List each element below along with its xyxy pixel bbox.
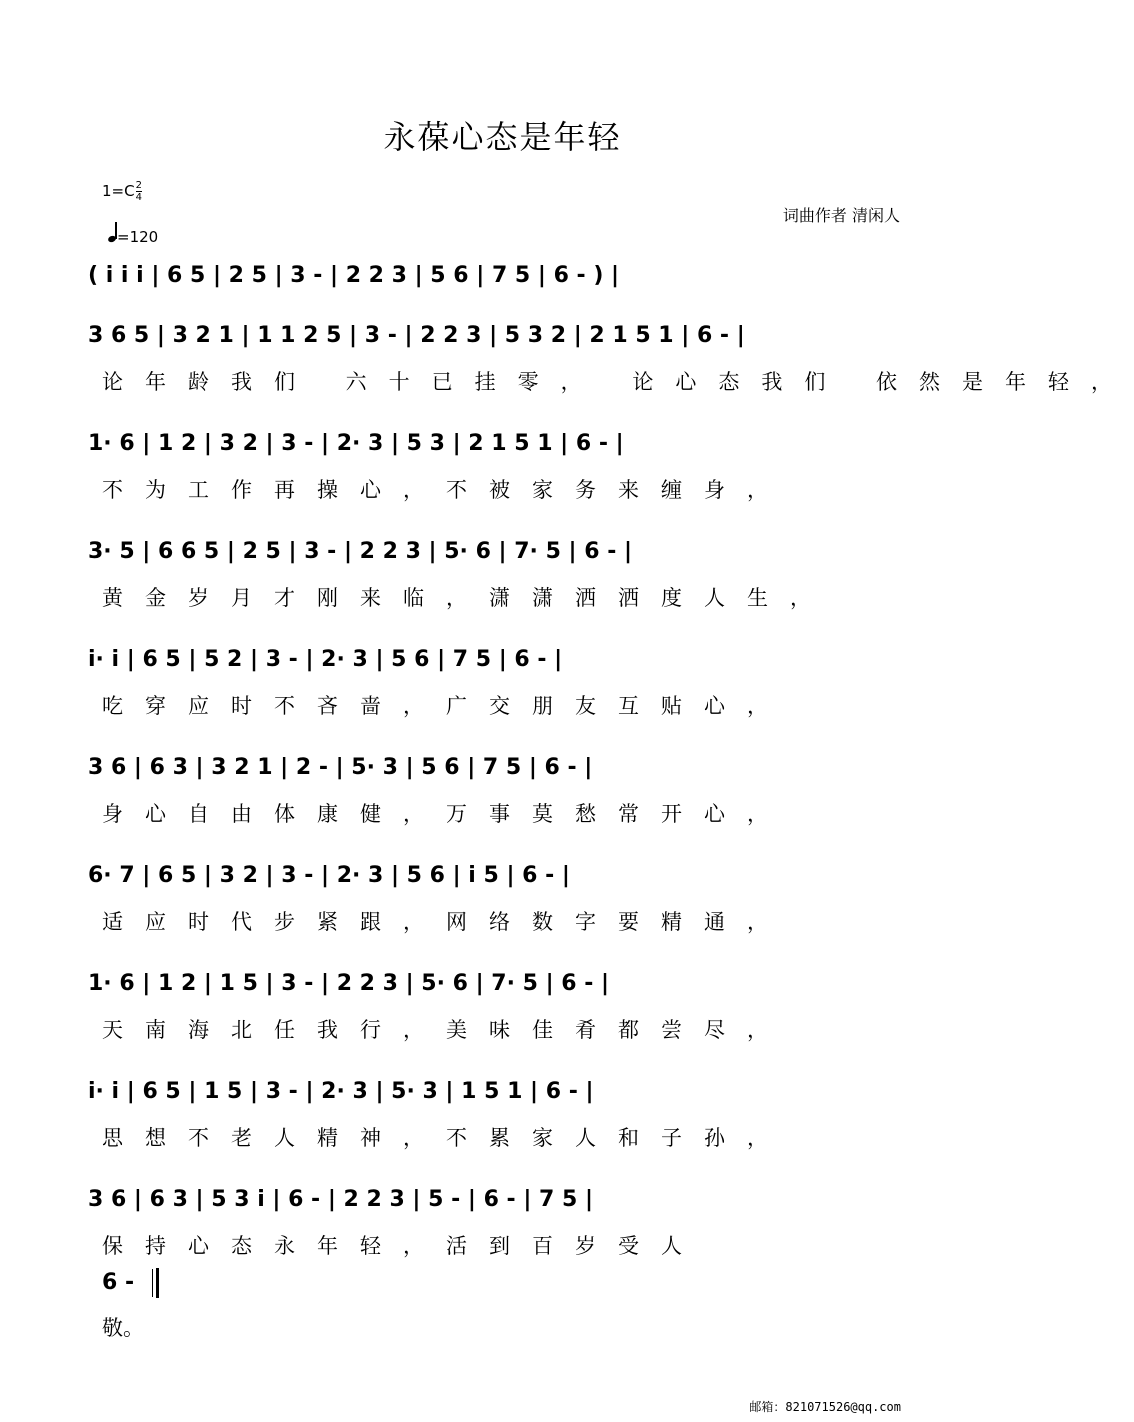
notation-line: 6· 7 | 6 5 | 3 2 | 3 - | 2· 3 | 5 6 | i 5 | 6 - | — [88, 863, 570, 888]
notation-line: ( i i i | 6 5 | 2 5 | 3 - | 2 2 3 | 5 6 | 7 5 | 6 - ) | — [88, 263, 620, 288]
notation-line: 3· 5 | 6 6 5 | 2 5 | 3 - | 2 2 3 | 5· 6 | 7· 5 | 6 - | — [88, 539, 633, 564]
lyric-line: 思想不老人精神，不累家人和子孙， — [102, 1126, 790, 1150]
final-barline-icon — [156, 1268, 159, 1298]
ending-notes: 6 - — [102, 1270, 135, 1295]
lyric-line: 黄金岁月才刚来临，潇潇洒洒度人生， — [102, 586, 833, 610]
lyric-line: 论年龄我们 六十已挂零， 论心态我们 依然是年轻， — [102, 370, 1134, 394]
time-denominator: 4 — [135, 192, 142, 203]
notation-line: 3 6 5 | 3 2 1 | 1 1 2 5 | 3 - | 2 2 3 | 5 3 2 | 2 1 5 1 | 6 - | — [88, 323, 745, 348]
lyric-line: 保持心态永年轻，活到百岁受人 — [102, 1234, 704, 1258]
lyric-line: 适应时代步紧跟，网络数字要精通， — [102, 910, 790, 934]
notation-line: 3 6 | 6 3 | 3 2 1 | 2 - | 5· 3 | 5 6 | 7 5 | 6 - | — [88, 755, 593, 780]
tempo-marking — [108, 222, 158, 246]
time-numerator: 2 — [135, 180, 142, 191]
key-signature — [102, 180, 142, 203]
key-label: 1=C — [102, 182, 135, 200]
lyric-line: 身心自由体康健，万事莫愁常开心， — [102, 802, 790, 826]
tempo-value: =120 — [117, 228, 159, 246]
contact-email: 邮箱：821071526@qq.com — [749, 1400, 901, 1414]
author-credit: 词曲作者 清闲人 — [782, 206, 900, 225]
notation-line: 1· 6 | 1 2 | 3 2 | 3 - | 2· 3 | 5 3 | 2 1 5 1 | 6 - | — [88, 431, 624, 456]
time-signature — [136, 180, 142, 203]
notation-line: i· i | 6 5 | 5 2 | 3 - | 2· 3 | 5 6 | 7 5 | 6 - | — [88, 647, 563, 672]
notation-line: 3 6 | 6 3 | 5 3 i | 6 - | 2 2 3 | 5 - | 6 - | 7 5 | — [88, 1187, 594, 1212]
notation-line: 1· 6 | 1 2 | 1 5 | 3 - | 2 2 3 | 5· 6 | 7· 5 | 6 - | — [88, 971, 610, 996]
lyric-line: 吃穿应时不吝啬，广交朋友互贴心， — [102, 694, 790, 718]
lyric-line: 不为工作再操心，不被家务来缠身， — [102, 478, 790, 502]
ending-notation — [102, 1268, 159, 1298]
ending-lyric: 敬。 — [102, 1316, 144, 1340]
notation-line: i· i | 6 5 | 1 5 | 3 - | 2· 3 | 5· 3 | 1 5 1 | 6 - | — [88, 1079, 594, 1104]
lyric-line: 天南海北任我行，美味佳肴都尝尽， — [102, 1018, 790, 1042]
song-title: 永葆心态是年轻 — [383, 118, 622, 156]
quarter-note-icon — [108, 222, 117, 242]
